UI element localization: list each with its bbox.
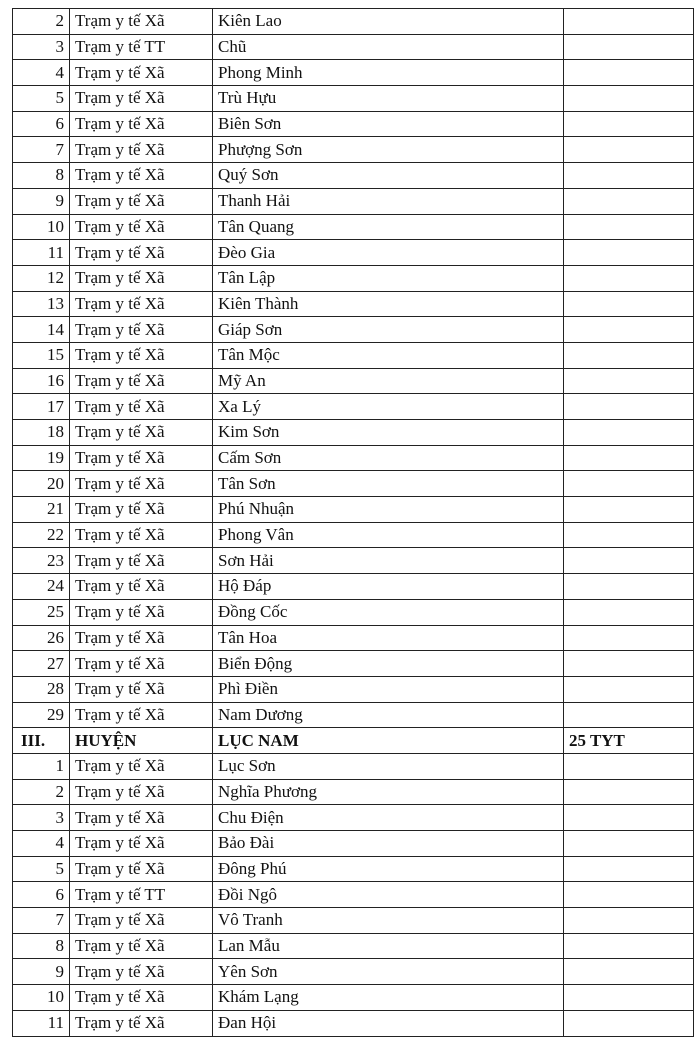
place-name-cell: Đan Hội (213, 1010, 564, 1036)
extra-info-cell (564, 240, 694, 266)
extra-info-cell (564, 599, 694, 625)
row-number-cell: 19 (13, 445, 70, 471)
table-row (13, 291, 694, 317)
table-row (13, 137, 694, 163)
extra-info-cell (564, 497, 694, 523)
row-number-cell: 7 (13, 137, 70, 163)
extra-info-cell (564, 933, 694, 959)
place-name-cell: Kiên Thành (213, 291, 564, 317)
row-number-cell: 4 (13, 60, 70, 86)
extra-info-cell (564, 214, 694, 240)
unit-type-cell: Trạm y tế Xã (70, 342, 213, 368)
unit-type-cell: Trạm y tế Xã (70, 291, 213, 317)
row-number-cell: 14 (13, 317, 70, 343)
unit-type-cell: Trạm y tế Xã (70, 445, 213, 471)
extra-info-cell (564, 856, 694, 882)
place-name-cell: Biển Động (213, 651, 564, 677)
extra-info-cell (564, 163, 694, 189)
place-name-cell: Phong Vân (213, 522, 564, 548)
place-name-cell: Thanh Hải (213, 188, 564, 214)
extra-info-cell (564, 882, 694, 908)
row-number-cell: 10 (13, 214, 70, 240)
extra-info-cell (564, 985, 694, 1011)
unit-type-cell: Trạm y tế Xã (70, 933, 213, 959)
extra-info-cell (564, 574, 694, 600)
extra-info-cell (564, 34, 694, 60)
table-row (13, 625, 694, 651)
table-row (13, 908, 694, 934)
table-row (13, 831, 694, 857)
table-row (13, 111, 694, 137)
place-name-cell: LỤC NAM (213, 728, 564, 754)
row-number-cell: 9 (13, 188, 70, 214)
row-number-cell: 16 (13, 368, 70, 394)
unit-type-cell: Trạm y tế Xã (70, 959, 213, 985)
unit-type-cell: Trạm y tế Xã (70, 805, 213, 831)
table-row (13, 882, 694, 908)
row-number-cell: 27 (13, 651, 70, 677)
row-number-cell: 29 (13, 702, 70, 728)
place-name-cell: Nghĩa Phương (213, 779, 564, 805)
table-row (13, 497, 694, 523)
place-name-cell: Bảo Đài (213, 831, 564, 857)
row-number-cell: 18 (13, 420, 70, 446)
unit-type-cell: Trạm y tế Xã (70, 471, 213, 497)
table-row (13, 368, 694, 394)
row-number-cell: III. (13, 728, 70, 754)
place-name-cell: Kiên Lao (213, 9, 564, 35)
table-row (13, 753, 694, 779)
table-row (13, 1010, 694, 1036)
table-row (13, 163, 694, 189)
row-number-cell: 22 (13, 522, 70, 548)
place-name-cell: Tân Lập (213, 265, 564, 291)
unit-type-cell: Trạm y tế Xã (70, 394, 213, 420)
row-number-cell: 28 (13, 676, 70, 702)
unit-type-cell: Trạm y tế Xã (70, 497, 213, 523)
place-name-cell: Kim Sơn (213, 420, 564, 446)
extra-info-cell (564, 111, 694, 137)
table-row (13, 599, 694, 625)
table-row (13, 574, 694, 600)
unit-type-cell: Trạm y tế Xã (70, 753, 213, 779)
place-name-cell: Trù Hựu (213, 86, 564, 112)
health-station-table (12, 8, 694, 1037)
extra-info-cell (564, 445, 694, 471)
place-name-cell: Đồi Ngô (213, 882, 564, 908)
row-number-cell: 8 (13, 933, 70, 959)
place-name-cell: Giáp Sơn (213, 317, 564, 343)
unit-type-cell: Trạm y tế Xã (70, 574, 213, 600)
extra-info-cell (564, 137, 694, 163)
place-name-cell: Lan Mẫu (213, 933, 564, 959)
row-number-cell: 23 (13, 548, 70, 574)
extra-info-cell (564, 368, 694, 394)
row-number-cell: 6 (13, 882, 70, 908)
unit-type-cell: Trạm y tế Xã (70, 548, 213, 574)
row-number-cell: 24 (13, 574, 70, 600)
unit-type-cell: Trạm y tế Xã (70, 368, 213, 394)
row-number-cell: 15 (13, 342, 70, 368)
row-number-cell: 3 (13, 805, 70, 831)
row-number-cell: 1 (13, 753, 70, 779)
table-row (13, 342, 694, 368)
table-row (13, 959, 694, 985)
place-name-cell: Đồng Cốc (213, 599, 564, 625)
extra-info-cell (564, 676, 694, 702)
place-name-cell: Tân Mộc (213, 342, 564, 368)
row-number-cell: 26 (13, 625, 70, 651)
extra-info-cell (564, 959, 694, 985)
place-name-cell: Yên Sơn (213, 959, 564, 985)
extra-info-cell (564, 831, 694, 857)
place-name-cell: Vô Tranh (213, 908, 564, 934)
unit-type-cell: Trạm y tế Xã (70, 188, 213, 214)
unit-type-cell: Trạm y tế Xã (70, 856, 213, 882)
table-row (13, 317, 694, 343)
place-name-cell: Sơn Hải (213, 548, 564, 574)
unit-type-cell: Trạm y tế Xã (70, 420, 213, 446)
row-number-cell: 11 (13, 240, 70, 266)
extra-info-cell (564, 188, 694, 214)
row-number-cell: 12 (13, 265, 70, 291)
unit-type-cell: Trạm y tế Xã (70, 265, 213, 291)
extra-info-cell (564, 60, 694, 86)
place-name-cell: Nam Dương (213, 702, 564, 728)
unit-type-cell: Trạm y tế TT (70, 34, 213, 60)
table-row (13, 394, 694, 420)
unit-type-cell: Trạm y tế TT (70, 882, 213, 908)
table-row (13, 651, 694, 677)
unit-type-cell: Trạm y tế Xã (70, 625, 213, 651)
place-name-cell: Lục Sơn (213, 753, 564, 779)
unit-type-cell: Trạm y tế Xã (70, 163, 213, 189)
row-number-cell: 5 (13, 856, 70, 882)
unit-type-cell: Trạm y tế Xã (70, 317, 213, 343)
table-row (13, 445, 694, 471)
table-row (13, 779, 694, 805)
table-row (13, 856, 694, 882)
extra-info-cell (564, 291, 694, 317)
row-number-cell: 25 (13, 599, 70, 625)
table-row (13, 933, 694, 959)
place-name-cell: Quý Sơn (213, 163, 564, 189)
unit-type-cell: Trạm y tế Xã (70, 86, 213, 112)
place-name-cell: Xa Lý (213, 394, 564, 420)
unit-type-cell: Trạm y tế Xã (70, 240, 213, 266)
row-number-cell: 13 (13, 291, 70, 317)
table-row (13, 60, 694, 86)
row-number-cell: 2 (13, 9, 70, 35)
table-row (13, 522, 694, 548)
unit-type-cell: Trạm y tế Xã (70, 676, 213, 702)
table-row (13, 188, 694, 214)
extra-info-cell (564, 471, 694, 497)
table-row (13, 214, 694, 240)
row-number-cell: 9 (13, 959, 70, 985)
table-row (13, 805, 694, 831)
unit-type-cell: Trạm y tế Xã (70, 702, 213, 728)
row-number-cell: 8 (13, 163, 70, 189)
row-number-cell: 11 (13, 1010, 70, 1036)
table-row (13, 702, 694, 728)
place-name-cell: Tân Sơn (213, 471, 564, 497)
unit-type-cell: Trạm y tế Xã (70, 908, 213, 934)
extra-info-cell (564, 317, 694, 343)
extra-info-cell (564, 548, 694, 574)
row-number-cell: 10 (13, 985, 70, 1011)
place-name-cell: Chu Điện (213, 805, 564, 831)
place-name-cell: Khám Lạng (213, 985, 564, 1011)
table-row (13, 548, 694, 574)
unit-type-cell: Trạm y tế Xã (70, 9, 213, 35)
place-name-cell: Tân Hoa (213, 625, 564, 651)
unit-type-cell: Trạm y tế Xã (70, 599, 213, 625)
place-name-cell: Phú Nhuận (213, 497, 564, 523)
place-name-cell: Tân Quang (213, 214, 564, 240)
extra-info-cell (564, 779, 694, 805)
extra-info-cell (564, 9, 694, 35)
place-name-cell: Hộ Đáp (213, 574, 564, 600)
extra-info-cell (564, 651, 694, 677)
table-row (13, 420, 694, 446)
extra-info-cell (564, 625, 694, 651)
unit-type-cell: Trạm y tế Xã (70, 214, 213, 240)
table-row (13, 985, 694, 1011)
extra-info-cell (564, 86, 694, 112)
extra-info-cell (564, 908, 694, 934)
unit-type-cell: HUYỆN (70, 728, 213, 754)
place-name-cell: Cấm Sơn (213, 445, 564, 471)
place-name-cell: Đèo Gia (213, 240, 564, 266)
row-number-cell: 17 (13, 394, 70, 420)
row-number-cell: 2 (13, 779, 70, 805)
row-number-cell: 21 (13, 497, 70, 523)
table-row (13, 265, 694, 291)
unit-type-cell: Trạm y tế Xã (70, 779, 213, 805)
row-number-cell: 20 (13, 471, 70, 497)
extra-info-cell (564, 394, 694, 420)
extra-info-cell (564, 805, 694, 831)
section-row (13, 728, 694, 754)
extra-info-cell: 25 TYT (564, 728, 694, 754)
row-number-cell: 4 (13, 831, 70, 857)
row-number-cell: 7 (13, 908, 70, 934)
table-body (13, 9, 694, 1037)
extra-info-cell (564, 522, 694, 548)
table-row (13, 471, 694, 497)
place-name-cell: Phì Điền (213, 676, 564, 702)
extra-info-cell (564, 702, 694, 728)
place-name-cell: Mỹ An (213, 368, 564, 394)
place-name-cell: Đông Phú (213, 856, 564, 882)
table-row (13, 676, 694, 702)
unit-type-cell: Trạm y tế Xã (70, 651, 213, 677)
table-row (13, 9, 694, 35)
document-page (12, 8, 693, 1037)
table-row (13, 34, 694, 60)
extra-info-cell (564, 342, 694, 368)
place-name-cell: Phong Minh (213, 60, 564, 86)
unit-type-cell: Trạm y tế Xã (70, 137, 213, 163)
unit-type-cell: Trạm y tế Xã (70, 831, 213, 857)
unit-type-cell: Trạm y tế Xã (70, 522, 213, 548)
unit-type-cell: Trạm y tế Xã (70, 985, 213, 1011)
extra-info-cell (564, 265, 694, 291)
place-name-cell: Biên Sơn (213, 111, 564, 137)
extra-info-cell (564, 1010, 694, 1036)
unit-type-cell: Trạm y tế Xã (70, 111, 213, 137)
extra-info-cell (564, 420, 694, 446)
row-number-cell: 6 (13, 111, 70, 137)
place-name-cell: Phượng Sơn (213, 137, 564, 163)
unit-type-cell: Trạm y tế Xã (70, 1010, 213, 1036)
table-row (13, 240, 694, 266)
table-row (13, 86, 694, 112)
place-name-cell: Chũ (213, 34, 564, 60)
row-number-cell: 3 (13, 34, 70, 60)
unit-type-cell: Trạm y tế Xã (70, 60, 213, 86)
extra-info-cell (564, 753, 694, 779)
row-number-cell: 5 (13, 86, 70, 112)
